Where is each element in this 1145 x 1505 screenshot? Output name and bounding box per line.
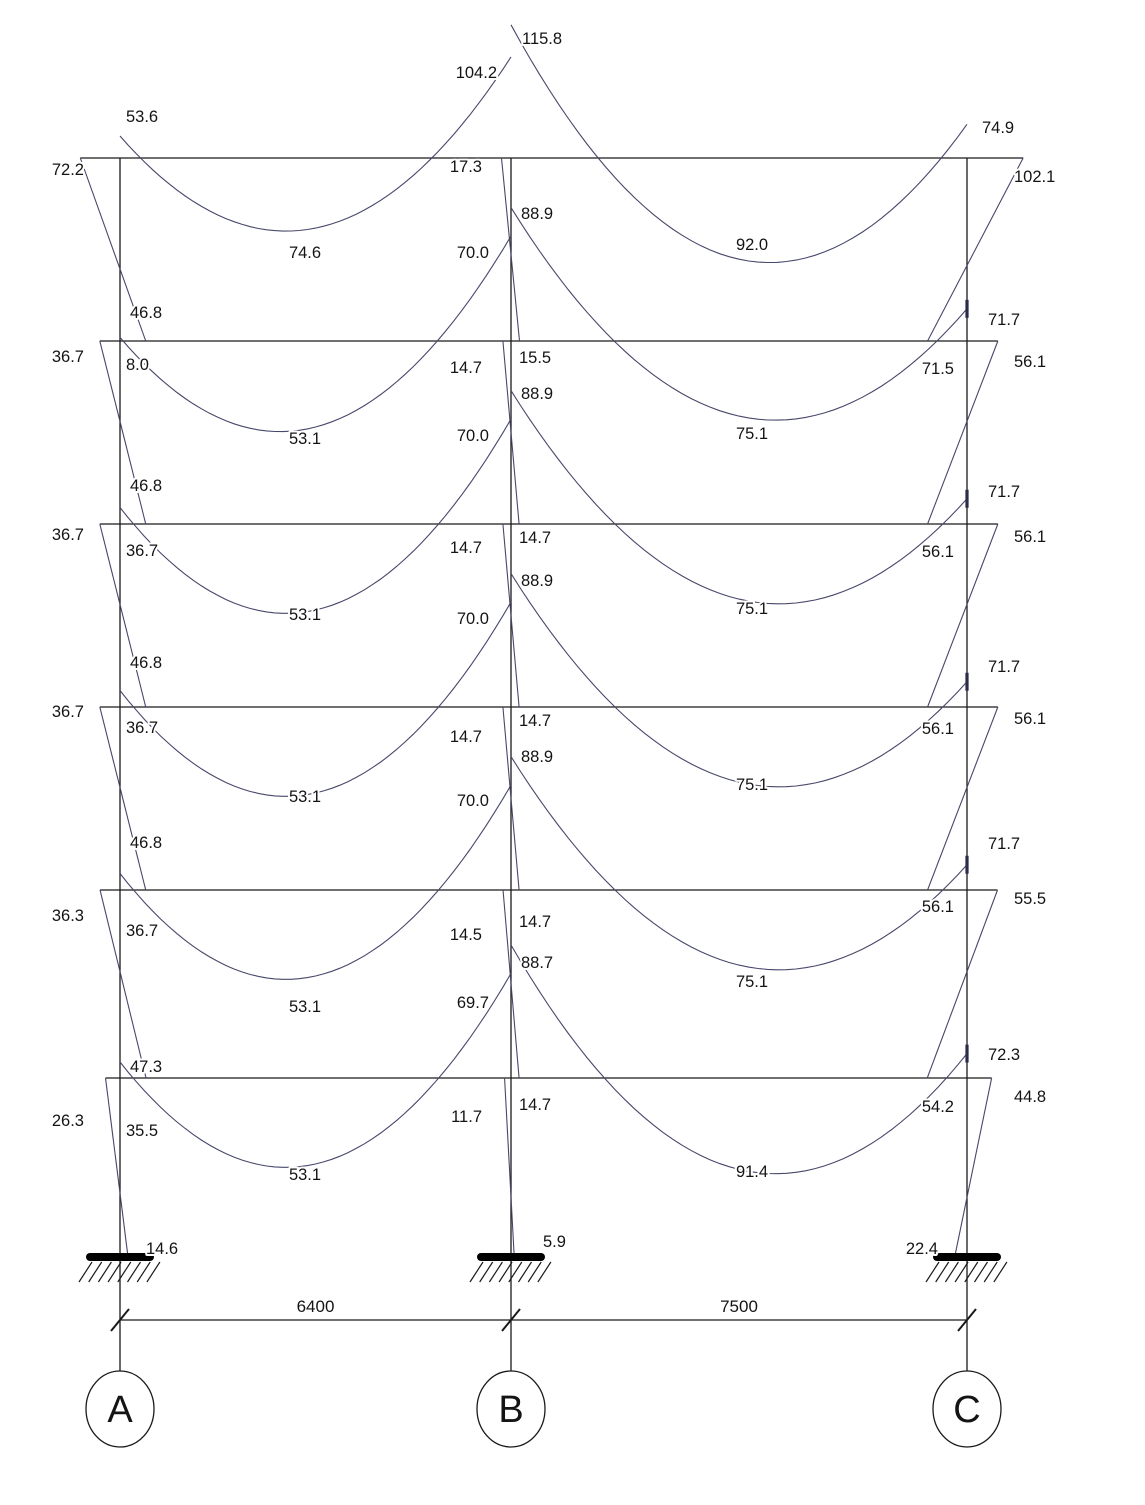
- beam-AB-end-B-moment-label: 69.7: [456, 994, 489, 1012]
- col-B-top-moment-label: 14.7: [449, 359, 482, 377]
- column-moment-line-A-story-1: [106, 1078, 128, 1257]
- beam-moment-curve-AB-floor-5: [120, 785, 511, 979]
- beam-AB-end-A-moment-label: 53.6: [126, 108, 159, 126]
- beam-moment-curve-AB-floor-1: [120, 57, 511, 231]
- beam-BC-end-C-moment-label: 56.1: [921, 720, 954, 738]
- col-B-base-moment-label: 5.9: [543, 1233, 566, 1251]
- support-bar-B: [477, 1253, 545, 1261]
- beam-AB-end-B-moment-label: 70.0: [456, 792, 489, 810]
- col-C-bottom-moment-label: 71.7: [988, 835, 1021, 853]
- col-B-bottom-moment-label: 14.7: [519, 913, 552, 931]
- beam-BC-end-C-moment-label: 56.1: [921, 898, 954, 916]
- beam-BC-midspan-moment-label: 75.1: [735, 600, 769, 618]
- beam-moment-curve-AB-floor-2: [120, 236, 511, 432]
- col-B-top-moment-label: 14.5: [449, 926, 482, 944]
- grid-bubble-label-B: B: [498, 1389, 524, 1431]
- beam-BC-end-C-moment-label: 74.9: [982, 119, 1015, 137]
- beam-AB-end-A-moment-label: 36.7: [126, 542, 159, 560]
- beam-AB-midspan-moment-label: 53.1: [288, 998, 322, 1016]
- beam-moment-curve-AB-floor-4: [120, 602, 511, 796]
- col-B-bottom-moment-label: 14.7: [519, 529, 552, 547]
- col-C-top-moment-label: 56.1: [1014, 528, 1047, 546]
- beam-AB-end-A-moment-label: 36.7: [126, 922, 159, 940]
- column-moment-line-C-story-2: [927, 890, 997, 1078]
- col-A-bottom-moment-label: 46.8: [130, 477, 163, 495]
- col-C-top-moment-label: 102.1: [1014, 168, 1056, 186]
- beam-BC-midspan-moment-label: 75.1: [735, 973, 769, 991]
- beam-AB-end-B-moment-label: 70.0: [456, 427, 489, 445]
- col-C-top-moment-label: 56.1: [1014, 353, 1047, 371]
- col-B-top-moment-label: 11.7: [451, 1108, 482, 1126]
- beam-BC-end-B-moment-label: 115.8: [522, 30, 563, 48]
- beam-AB-end-B-moment-label: 70.0: [456, 244, 489, 262]
- column-moment-line-B-story-1: [505, 1078, 515, 1257]
- col-A-bottom-moment-label: 46.8: [130, 654, 163, 672]
- beam-BC-end-B-moment-label: 88.9: [521, 748, 554, 766]
- beam-BC-end-C-moment-label: 71.5: [921, 360, 954, 378]
- col-A-top-moment-label: 36.7: [51, 526, 84, 544]
- col-C-bottom-moment-label: 71.7: [988, 483, 1021, 501]
- beam-BC-midspan-moment-label: 75.1: [735, 425, 769, 443]
- col-A-bottom-moment-label: 46.8: [130, 304, 163, 322]
- col-C-bottom-moment-label: 71.7: [988, 658, 1021, 676]
- beam-AB-midspan-moment-label: 53.1: [288, 1166, 322, 1184]
- col-B-bottom-moment-label: 14.7: [519, 712, 552, 730]
- beam-BC-end-B-moment-label: 88.9: [521, 572, 554, 590]
- beam-AB-midspan-moment-label: 53.1: [288, 430, 322, 448]
- beam-BC-end-C-moment-label: 56.1: [921, 543, 954, 561]
- col-A-top-moment-label: 72.2: [51, 161, 84, 179]
- grid-bubble-label-C: C: [953, 1389, 981, 1431]
- col-A-top-moment-label: 36.7: [51, 703, 84, 721]
- beam-BC-end-B-moment-label: 88.7: [521, 954, 554, 972]
- dimension-label-span-AB: 6400: [296, 1297, 335, 1316]
- col-B-top-moment-label: 14.7: [449, 539, 482, 557]
- beam-BC-midspan-moment-label: 92.0: [735, 236, 769, 254]
- col-C-top-moment-label: 56.1: [1014, 710, 1047, 728]
- beam-AB-midspan-moment-label: 74.6: [288, 244, 322, 262]
- col-A-bottom-moment-label: 47.3: [130, 1058, 163, 1076]
- support-bar-A: [86, 1253, 154, 1261]
- beam-AB-end-A-moment-label: 8.0: [126, 356, 149, 374]
- col-C-base-moment-label: 22.4: [905, 1240, 938, 1258]
- column-moment-line-C-story-1: [955, 1078, 992, 1257]
- col-C-top-moment-label: 44.8: [1014, 1088, 1047, 1106]
- col-A-top-moment-label: 26.3: [51, 1112, 84, 1130]
- beam-AB-end-B-moment-label: 70.0: [456, 610, 489, 628]
- beam-AB-midspan-moment-label: 53.1: [288, 606, 322, 624]
- col-A-top-moment-label: 36.7: [51, 348, 84, 366]
- col-B-bottom-moment-label: 15.5: [519, 349, 552, 367]
- support-bar-C: [933, 1253, 1001, 1261]
- beam-BC-end-B-moment-label: 88.9: [521, 205, 554, 223]
- col-A-bottom-moment-label: 46.8: [130, 834, 163, 852]
- beam-moment-curve-BC-floor-1: [511, 25, 967, 263]
- dimension-label-span-BC: 7500: [720, 1297, 758, 1316]
- beam-BC-midspan-moment-label: 91.4: [735, 1163, 769, 1181]
- column-moment-line-A-story-2: [100, 890, 146, 1078]
- beam-BC-midspan-moment-label: 75.1: [735, 776, 769, 794]
- beam-moment-curve-AB-floor-3: [120, 419, 511, 613]
- beam-BC-end-C-moment-label: 54.2: [921, 1098, 954, 1116]
- col-C-top-moment-label: 55.5: [1014, 890, 1047, 908]
- col-A-top-moment-label: 36.3: [51, 907, 84, 925]
- col-C-bottom-moment-label: 71.7: [988, 311, 1021, 329]
- beam-AB-end-B-moment-label: 104.2: [455, 64, 497, 82]
- beam-BC-end-B-moment-label: 88.9: [521, 385, 554, 403]
- col-B-top-moment-label: 14.7: [449, 728, 482, 746]
- col-B-bottom-moment-label: 14.7: [519, 1096, 552, 1114]
- col-B-top-moment-label: 17.3: [449, 158, 482, 176]
- beam-AB-end-A-moment-label: 36.7: [126, 719, 159, 737]
- col-A-base-moment-label: 14.6: [146, 1240, 179, 1258]
- col-C-bottom-moment-label: 72.3: [988, 1046, 1021, 1064]
- beam-AB-end-A-moment-label: 35.5: [126, 1122, 159, 1140]
- grid-bubble-label-A: A: [107, 1389, 133, 1431]
- beam-moment-curve-BC-floor-3: [511, 391, 967, 604]
- beam-AB-midspan-moment-label: 53.1: [288, 788, 322, 806]
